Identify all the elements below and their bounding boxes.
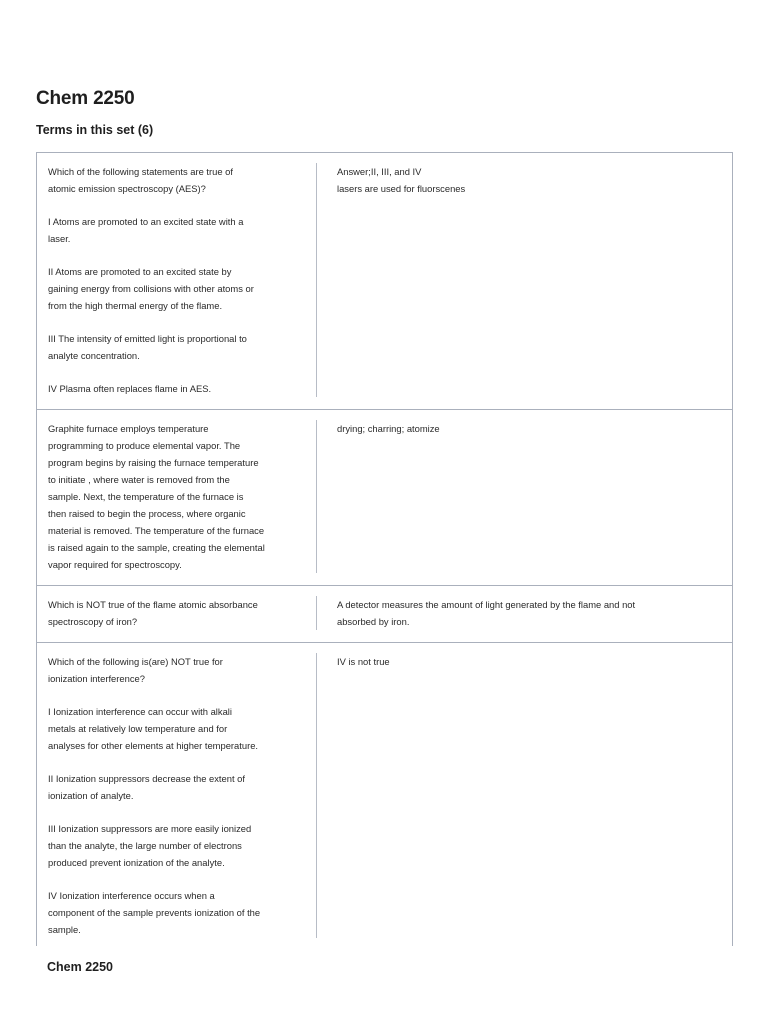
term-paragraph: I Atoms are promoted to an excited state with a laser.	[48, 216, 244, 244]
term-side	[37, 653, 317, 938]
term-paragraph: Which is NOT true of the flame atomic absorbance spectroscopy of iron?	[48, 599, 258, 627]
term-card	[37, 643, 732, 946]
page-title: Chem 2250	[36, 88, 135, 109]
term-paragraph: II Ionization suppressors decrease the extent of ionization of analyte.	[48, 773, 245, 801]
term-side	[37, 163, 317, 397]
terms-count-heading: Terms in this set (6)	[36, 123, 154, 137]
definition-side	[317, 163, 732, 397]
term-paragraph: Which of the following statements are true of atomic emission spectroscopy (AES)?	[48, 166, 233, 194]
definition-paragraph: Answer;II, III, and IV lasers are used for fluorscenes	[337, 166, 466, 194]
term-card	[37, 586, 732, 643]
term-card	[37, 410, 732, 586]
term-paragraph: I Ionization interference can occur with alkali metals at relatively low temperature and for analyses for other elements at higher temperature.	[48, 706, 259, 751]
term-paragraph: II Atoms are promoted to an excited state by gaining energy from collisions with other atoms or from the high thermal energy of the flame.	[48, 266, 254, 311]
term-card	[37, 153, 732, 410]
term-paragraph: III Ionization suppressors are more easily ionized than the analyte, the large number of electrons produced prevent ionization of the analyte.	[48, 823, 252, 868]
term-paragraph: Graphite furnace employs temperature programming to produce elemental vapor. The program begins by raising the furnace temperature to initiate , where water is removed from the sample. Next, the temperature of the furnace is then raised to begin the process, where organic material is removed. The temperature of the furnace is raised again to the sample, creating the elemental vapor required for spectroscopy.	[48, 423, 265, 570]
definition-paragraph: drying; charring; atomize	[337, 423, 440, 434]
definition-side	[317, 596, 732, 630]
term-paragraph: IV Plasma often replaces flame in AES.	[48, 383, 212, 394]
term-paragraph: III The intensity of emitted light is proportional to analyte concentration.	[48, 333, 247, 361]
definition-paragraph: IV is not true	[337, 656, 390, 667]
definition-side	[317, 653, 732, 938]
term-side	[37, 420, 317, 573]
term-side	[37, 596, 317, 630]
definition-side	[317, 420, 732, 573]
definition-paragraph: A detector measures the amount of light generated by the flame and not absorbed by iron.	[337, 599, 636, 627]
terms-list	[36, 152, 733, 946]
term-paragraph: Which of the following is(are) NOT true for ionization interference?	[48, 656, 223, 684]
footer-title: Chem 2250	[47, 960, 114, 974]
term-paragraph: IV Ionization interference occurs when a component of the sample prevents ionization of the sample.	[48, 890, 261, 935]
